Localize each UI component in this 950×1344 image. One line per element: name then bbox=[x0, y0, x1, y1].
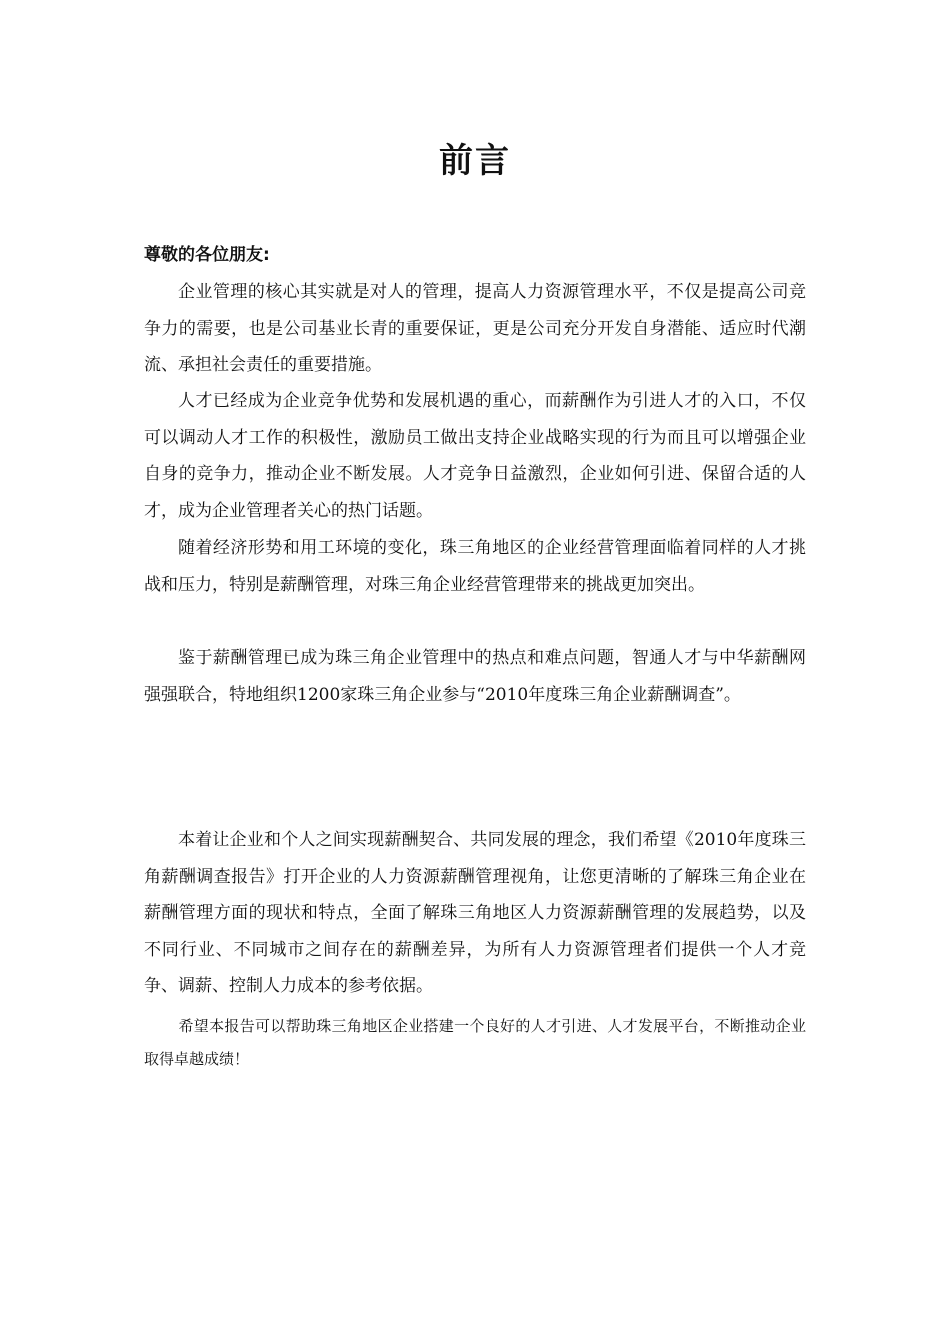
paragraph-4: 鉴于薪酬管理已成为珠三角企业管理中的热点和难点问题，智通人才与中华薪酬网强强联合，特地组织1200家珠三角企业参与“2010年度珠三角企业薪酬调查”。 bbox=[144, 648, 806, 705]
paragraph-6: 希望本报告可以帮助珠三角地区企业搭建一个良好的人才引进、人才发展平台，不断推动企业取得卓越成绩！ bbox=[144, 1017, 806, 1068]
paragraph-5: 本着让企业和个人之间实现薪酬契合、共同发展的理念，我们希望《2010年度珠三角薪酬调查报告》打开企业的人力资源薪酬管理视角，让您更清晰的了解珠三角企业在薪酬管理方面的现状和特点，全面了解珠三角地区人力资源薪酬管理的发展趋势，以及不同行业、不同城市之间存在的薪酬差异，为所有人力资源管理者们提供一个人才竞争、调薪、控制人力成本的参考依据。 bbox=[144, 830, 806, 996]
paragraph-2: 人才已经成为企业竞争优势和发展机遇的重心，而薪酬作为引进人才的入口，不仅可以调动人才工作的积极性，激励员工做出支持企业战略实现的行为而且可以增强企业自身的竞争力，推动企业不断发展。人才竞争日益激烈，企业如何引进、保留合适的人才，成为企业管理者关心的热门话题。 bbox=[144, 391, 806, 521]
page-title: 前言 bbox=[439, 141, 511, 181]
paragraph-1: 企业管理的核心其实就是对人的管理，提高人力资源管理水平，不仅是提高公司竞争力的需要，也是公司基业长青的重要保证，更是公司充分开发自身潜能、适应时代潮流、承担社会责任的重要措施。 bbox=[144, 282, 806, 375]
salutation: 尊敬的各位朋友: bbox=[144, 245, 270, 265]
paragraph-3: 随着经济形势和用工环境的变化，珠三角地区的企业经营管理面临着同样的人才挑战和压力，特别是薪酬管理，对珠三角企业经营管理带来的挑战更加突出。 bbox=[144, 538, 806, 595]
